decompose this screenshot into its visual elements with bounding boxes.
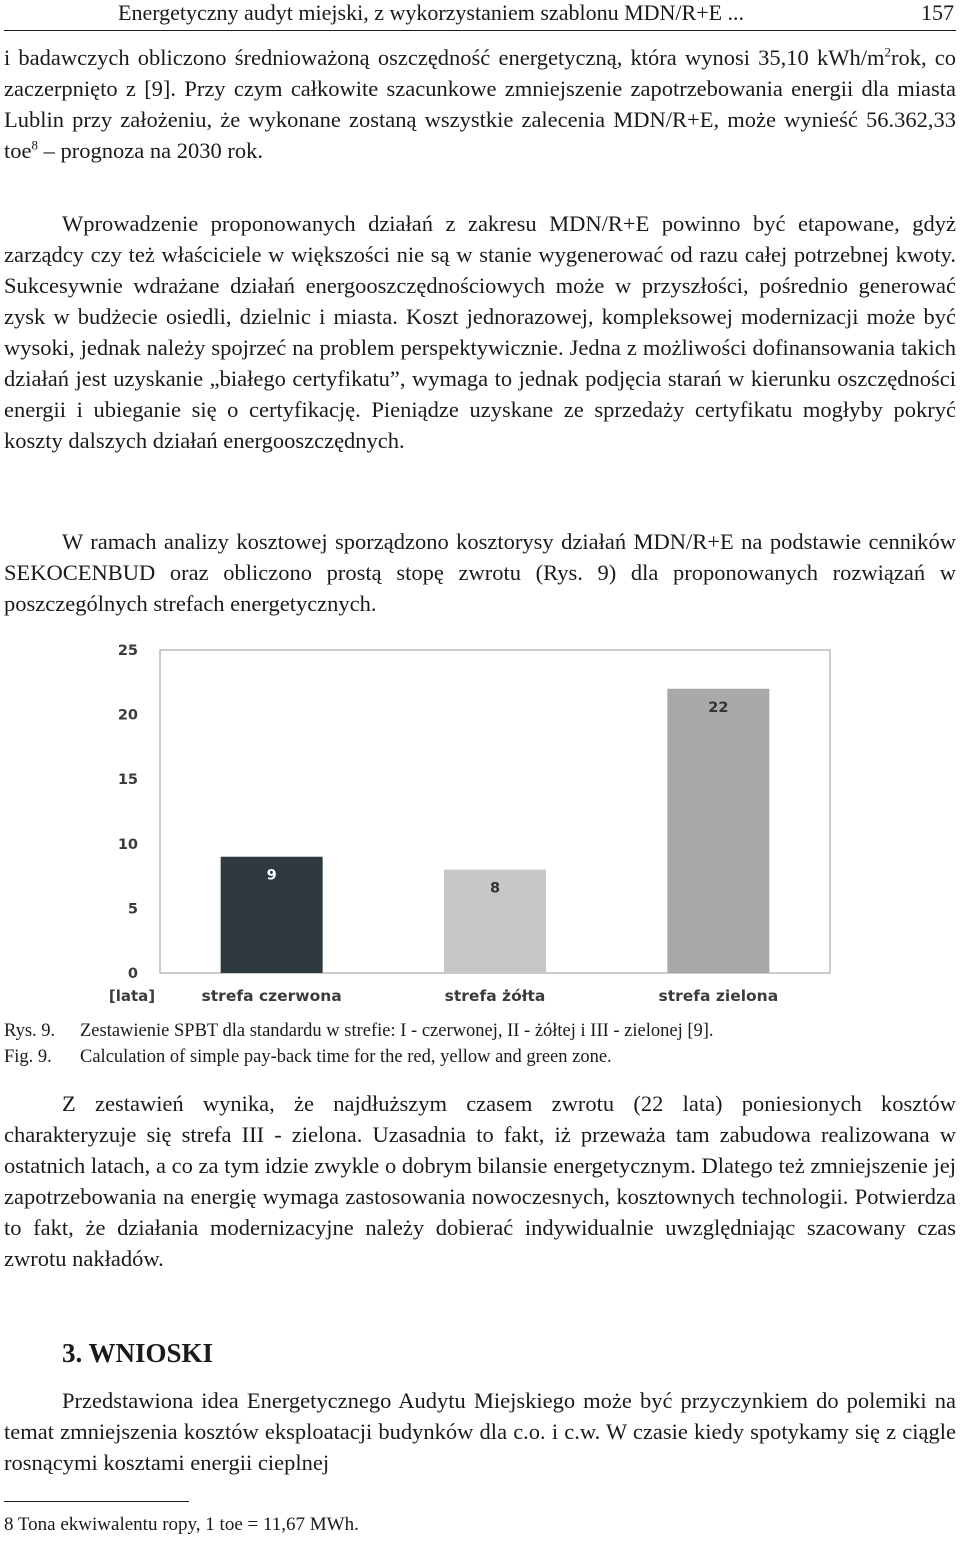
x-category-label: strefa zielona [658,987,779,1005]
spbt-bar-chart [100,636,840,1016]
caption-pl-text: Zestawienie SPBT dla standardu w strefie: I - czerwonej, II - żółtej i III - zielonej [9]. [80,1021,714,1041]
p1-superscript: 2 [884,44,891,60]
x-category-label: strefa żółta [444,987,546,1005]
bar-value-label: 9 [266,867,277,884]
y-tick-label: 5 [127,901,138,918]
caption-en-label: Fig. 9. [4,1047,52,1067]
p1-text-b: rok, co zaczerpnięto z [9]. Przy czym całkowite szacunkowe zmniejszenie zapotrzebowania energii dla miasta Lublin przy założeniu, że wykonane zostaną wszystkie zalecenia MDN/R+E, może wynieść 56.362,33 toe [4,45,957,163]
y-tick-label: 20 [117,707,138,724]
y-tick-label: 25 [117,643,138,659]
caption-en-text: Calculation of simple pay-back time for the red, yellow and green zone. [80,1047,612,1067]
section-heading: 3. WNIOSKI [62,1338,214,1368]
paragraph-3: W ramach analizy kosztowej sporządzono kosztorysy działań MDN/R+E na podstawie cenników SEKOCENBUD oraz obliczono prostą stopę zwrotu (Rys. 9) dla proponowanych rozwiązań w poszczególnych strefach energetycznych. [4,529,956,616]
caption-pl-label: Rys. 9. [4,1021,56,1041]
figure-caption-en [4,1045,956,1069]
page-number: 157 [921,0,954,25]
figure-caption-pl [4,1019,956,1043]
bar-value-label: 8 [489,880,501,897]
paragraph-2: Wprowadzenie proponowanych działań z zakresu MDN/R+E powinno być etapowane, gdyż zarządcy czy też właściciele w większości nie są w stanie wygenerować od razu całej potrzebnej kwoty. Sukcesywnie wdrażane działań energooszczędnościowych może w przyszłości, pośrednio generować zysk w budżecie osiedli, dzielnic i miasta. Koszt jednorazowej, kompleksowej modernizacji może być wysoki, jednak należy spojrzeć na problem perspektywicznie. Jedna z możliwości dofinansowania takich działań jest uzyskanie „białego certyfikatu”, wymaga to jednak podjęcia starań w kierunku oszczędności energii i ubieganie się o certyfikację. Pieniądze uzyskane ze sprzedaży certyfikatu mogłyby pokryć koszty dalszych działań energooszczędnych. [4,211,956,453]
y-tick-label: 15 [117,772,138,789]
chart-svg [100,636,840,1016]
paragraph-5: Przedstawiona idea Energetycznego Audytu Miejskiego może być przyczynkiem do polemiki na temat zmniejszenia kosztów eksploatacji budynków dla c.o. i c.w. W czasie kiedy spotykamy się z ciągle rosnącymi kosztami energii cieplnej [4,1388,956,1475]
x-category-label: strefa czerwona [201,987,342,1005]
p1-text-c: – prognoza na 2030 rok. [38,138,263,163]
paragraph-4: Z zestawień wynika, że najdłuższym czasem zwrotu (22 lata) poniesionych kosztów charakteryzuje się strefa III - zielona. Uzasadnia to fakt, iż przeważa tam zabudowa realizowana w ostatnich latach, a co za tym idzie zwykle o dobrym bilansie energetycznym. Dlatego też zmniejszenie jej zapotrzebowania na energię wymaga zastosowania nowoczesnych, kosztownych technologii. Potwierdza to fakt, że działania modernizacyjne należy dobierać indywidualnie uwzględniając szacowany czas zwrotu nakładów. [4,1091,956,1271]
y-axis-label: [lata] [108,987,156,1005]
footnote-ref-8[interactable]: 8 [31,137,38,153]
paragraph-1 [4,42,956,166]
bar-3 [667,689,769,973]
p1-text-a: i badawczych obliczono średnioważoną oszczędność energetyczną, która wynosi 35,10 kWh/m [4,45,885,70]
running-header [4,0,956,31]
running-title: Energetyczny audyt miejski, z wykorzystaniem szablonu MDN/R+E ... [118,0,745,25]
footnote-divider [4,1501,189,1502]
y-tick-label: 10 [117,836,138,853]
y-tick-label: 0 [127,966,138,982]
bar-value-label: 22 [708,699,729,716]
footnote-8: 8 Tona ekwiwalentu ropy, 1 toe = 11,67 MWh. [4,1514,359,1535]
